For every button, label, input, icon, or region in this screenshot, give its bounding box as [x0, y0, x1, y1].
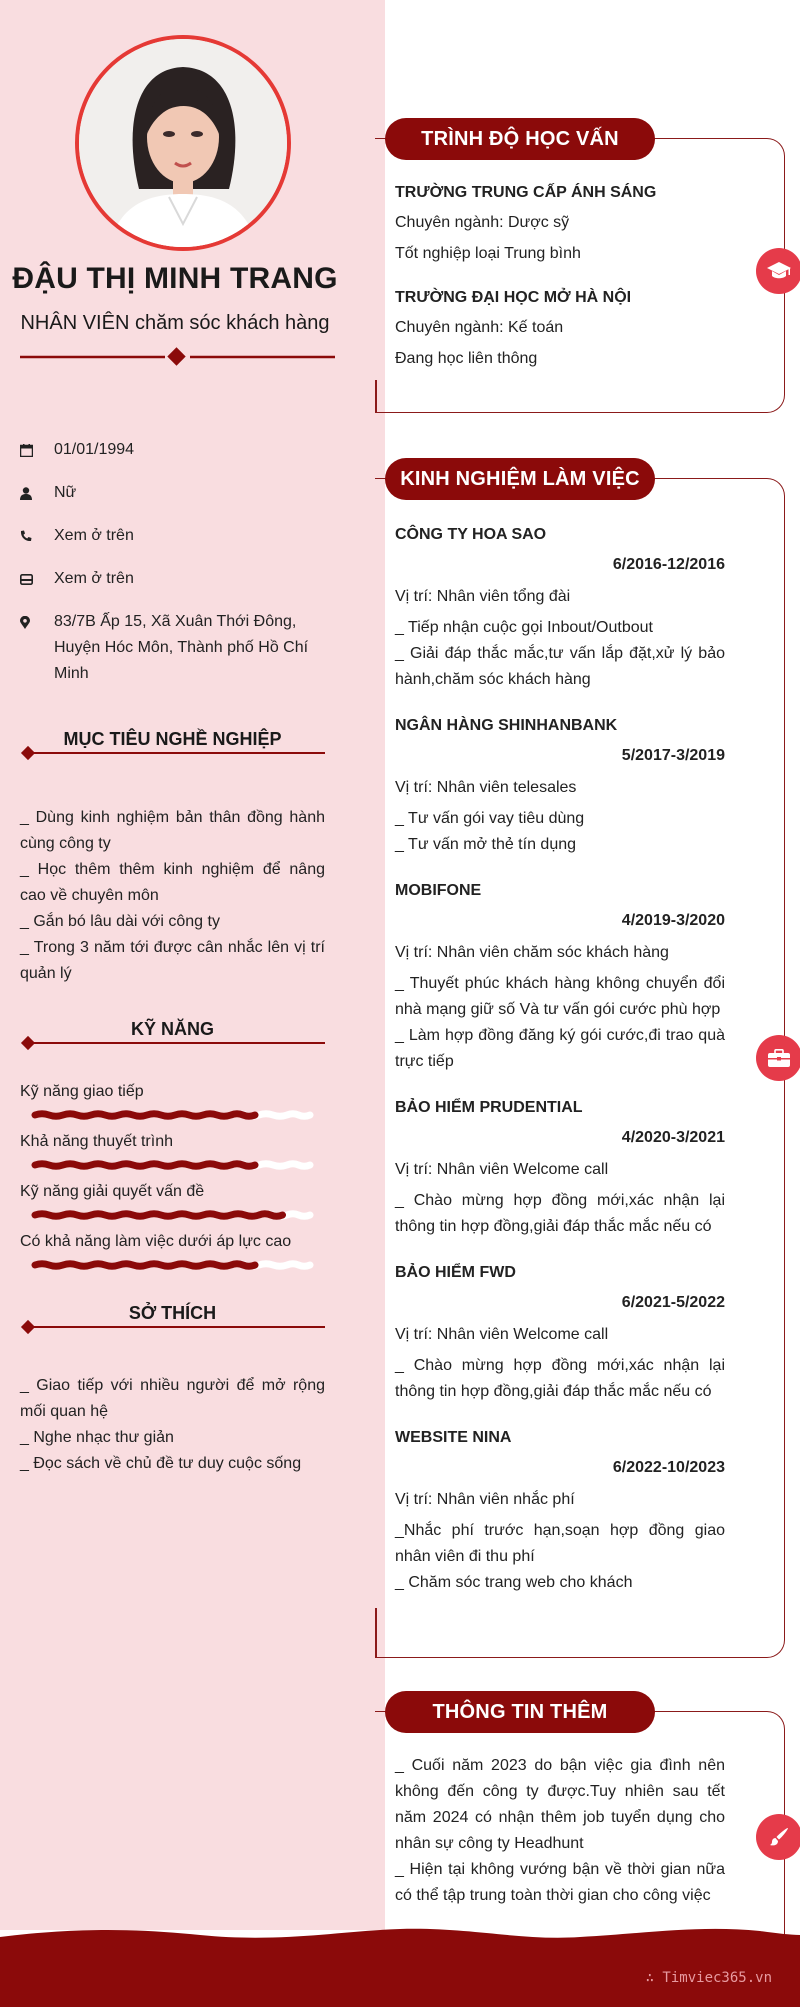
avatar — [75, 35, 291, 251]
job-position: Vị trí: Nhân viên telesales — [395, 779, 577, 796]
extra-heading: THÔNG TIN THÊM — [385, 1691, 655, 1733]
skills-section — [20, 1019, 325, 1280]
company-name: NGÂN HÀNG SHINHANBANK — [395, 717, 618, 734]
job-period: 4/2019-3/2020 — [621, 912, 725, 929]
gender-value: Nữ — [54, 484, 77, 501]
job-detail: _ Tư vấn mở thẻ tín dụng — [395, 836, 577, 853]
skills-heading — [20, 1019, 325, 1053]
extra-info-section — [375, 1691, 785, 1926]
objective-line: _ Trong 3 năm tới được cân nhắc lên vị trí quản lý — [20, 939, 325, 982]
job-detail: _ Tư vấn gói vay tiêu dùng — [395, 810, 585, 827]
school-note: Đang học liên thông — [395, 350, 538, 367]
job-details — [395, 971, 725, 1075]
job-position: Vị trí: Nhân viên chăm sóc khách hàng — [395, 944, 669, 961]
portrait-photo — [79, 39, 287, 247]
job-details — [395, 615, 725, 693]
job-position: Vị trí: Nhân viên Welcome call — [395, 1161, 609, 1178]
job-item — [395, 1260, 725, 1405]
extra-text — [395, 1753, 725, 1909]
location-pin-icon — [20, 609, 46, 635]
objective-section — [20, 729, 325, 987]
job-item — [395, 1095, 725, 1240]
skill-level-bar — [20, 1258, 320, 1272]
email-icon — [20, 566, 46, 592]
skill-bar-fill — [35, 1264, 255, 1267]
hobbies-section — [20, 1303, 325, 1477]
job-position: Vị trí: Nhân viên Welcome call — [395, 1326, 609, 1343]
experience-list — [395, 522, 725, 1596]
extra-line: _ Hiện tại không vướng bận về thời gian nữa có thể tập trung toàn thời gian cho công việc — [395, 1861, 725, 1904]
skill-bar-fill — [35, 1114, 255, 1117]
company-name: BẢO HIỂM FWD — [395, 1264, 516, 1281]
skill-level-bar — [20, 1108, 320, 1122]
job-position: Vị trí: Nhân viên nhắc phí — [395, 1491, 575, 1508]
job-details — [395, 1518, 725, 1596]
job-details — [395, 1188, 725, 1240]
skill-level-bar — [20, 1208, 320, 1222]
company-name: BẢO HIỂM PRUDENTIAL — [395, 1099, 583, 1116]
skills-list — [20, 1080, 325, 1272]
company-name: CÔNG TY HOA SAO — [395, 526, 547, 543]
job-item — [395, 878, 725, 1075]
school-note: Tốt nghiệp loại Trung bình — [395, 245, 581, 262]
job-detail: _ Chào mừng hợp đồng mới,xác nhận lại thông tin hợp đồng,giải đáp thắc mắc nếu có — [395, 1357, 725, 1400]
education-heading: TRÌNH ĐỘ HỌC VẤN — [385, 118, 655, 160]
job-detail: _ Giải đáp thắc mắc,tư vấn lắp đặt,xử lý bảo hành,chăm sóc khách hàng — [395, 645, 725, 688]
job-details — [395, 806, 725, 858]
objective-heading — [20, 729, 325, 763]
job-detail: _ Chào mừng hợp đồng mới,xác nhận lại thông tin hợp đồng,giải đáp thắc mắc nếu có — [395, 1192, 725, 1235]
job-detail: _ Làm hợp đồng đăng ký gói cước,đi trao quà trực tiếp — [395, 1027, 725, 1070]
watermark-text: Timviec365.vn — [662, 1970, 772, 1986]
contact-email — [20, 566, 320, 592]
address-value: 83/7B Ấp 15, Xã Xuân Thới Đông, Huyện Hóc Môn, Thành phố Hồ Chí Minh — [54, 613, 309, 682]
contact-phone — [20, 523, 320, 549]
frame-edge — [375, 1608, 377, 1658]
job-period: 5/2017-3/2019 — [621, 747, 725, 764]
experience-heading: KINH NGHIỆM LÀM VIỆC — [385, 458, 655, 500]
company-name: WEBSITE NINA — [395, 1429, 512, 1446]
skill-name: Có khả năng làm việc dưới áp lực cao — [20, 1233, 292, 1250]
job-title: NHÂN VIÊN chăm sóc khách hàng — [20, 312, 330, 334]
skill-item — [20, 1230, 325, 1272]
hobby-line: _ Giao tiếp với nhiều người để mở rộng mối quan hệ — [20, 1377, 325, 1420]
skill-item — [20, 1130, 325, 1172]
school-major: Chuyên ngành: Kế toán — [395, 319, 564, 336]
skills-title: KỸ NĂNG — [125, 1019, 220, 1039]
person-icon — [20, 480, 46, 506]
job-details — [395, 1353, 725, 1405]
school-major: Chuyên ngành: Dược sỹ — [395, 214, 570, 231]
objective-title: MỤC TIÊU NGHỀ NGHIỆP — [57, 729, 287, 749]
hobbies-title: SỞ THÍCH — [123, 1303, 222, 1323]
skill-item — [20, 1080, 325, 1122]
watermark: ∴ Timviec365.vn — [645, 1970, 772, 1986]
footer-band — [0, 1925, 800, 2007]
job-period: 6/2021-5/2022 — [621, 1294, 725, 1311]
briefcase-icon — [756, 1035, 800, 1081]
skill-name: Khả năng thuyết trình — [20, 1133, 173, 1150]
job-detail: _ Chăm sóc trang web cho khách — [395, 1574, 633, 1591]
graduation-cap-icon — [756, 248, 800, 294]
hobby-line: _ Đọc sách về chủ đề tư duy cuộc sống — [20, 1455, 302, 1472]
objective-line: _ Dùng kinh nghiệm bản thân đồng hành cùng công ty — [20, 809, 325, 852]
phone-value: Xem ở trên — [54, 527, 134, 544]
phone-icon — [20, 523, 46, 549]
skill-item — [20, 1180, 325, 1222]
hobbies-heading — [20, 1303, 325, 1337]
job-period: 4/2020-3/2021 — [621, 1129, 725, 1146]
hobbies-text — [20, 1373, 325, 1477]
objective-text — [20, 805, 325, 987]
contact-gender — [20, 480, 320, 506]
job-item — [395, 1425, 725, 1596]
school-name: TRƯỜNG ĐẠI HỌC MỞ HÀ NỘI — [395, 289, 632, 306]
education-section — [375, 118, 785, 413]
birthday-value: 01/01/1994 — [54, 441, 135, 458]
email-value: Xem ở trên — [54, 570, 134, 587]
objective-line: _ Học thêm thêm kinh nghiệm để nâng cao về chuyên môn — [20, 861, 325, 904]
job-item — [395, 713, 725, 858]
extra-line: _ Cuối năm 2023 do bận việc gia đình nên không đến công ty được.Tuy nhiên sau tết năm 2024 có nhận thêm job tuyển dụng cho nhân sự công ty Headhunt — [395, 1757, 725, 1852]
skill-bar-fill — [35, 1214, 283, 1217]
company-name: MOBIFONE — [395, 882, 482, 899]
calendar-icon — [20, 437, 46, 463]
job-period: 6/2016-12/2016 — [612, 556, 725, 573]
job-period: 6/2022-10/2023 — [612, 1459, 725, 1476]
school-name: TRƯỜNG TRUNG CẤP ÁNH SÁNG — [395, 184, 657, 201]
contact-address — [20, 609, 320, 687]
title-divider — [20, 347, 335, 367]
education-list — [395, 180, 725, 372]
skill-name: Kỹ năng giải quyết vấn đề — [20, 1183, 205, 1200]
experience-section — [375, 458, 785, 1658]
frame-edge — [375, 380, 377, 413]
skill-bar-fill — [35, 1164, 255, 1167]
skill-level-bar — [20, 1158, 320, 1172]
job-detail: _Nhắc phí trước hạn,soạn hợp đồng giao nhân viên đi thu phí — [395, 1522, 725, 1565]
hobby-line: _ Nghe nhạc thư giản — [20, 1429, 174, 1446]
education-item — [395, 285, 725, 372]
brush-icon — [756, 1814, 800, 1860]
job-detail: _ Thuyết phúc khách hàng không chuyển đổi nhà mạng giữ số Và tư vấn gói cước phù hợp — [395, 975, 725, 1018]
job-position: Vị trí: Nhân viên tổng đài — [395, 588, 571, 605]
job-detail: _ Tiếp nhận cuộc gọi Inbout/Outbout — [395, 619, 653, 636]
contact-birthday — [20, 437, 320, 463]
education-item — [395, 180, 725, 267]
objective-line: _ Gắn bó lâu dài với công ty — [20, 913, 220, 930]
job-item — [395, 522, 725, 693]
contact-list — [20, 437, 320, 704]
candidate-name: ĐẬU THỊ MINH TRANG — [12, 262, 338, 295]
skill-name: Kỹ năng giao tiếp — [20, 1083, 144, 1100]
